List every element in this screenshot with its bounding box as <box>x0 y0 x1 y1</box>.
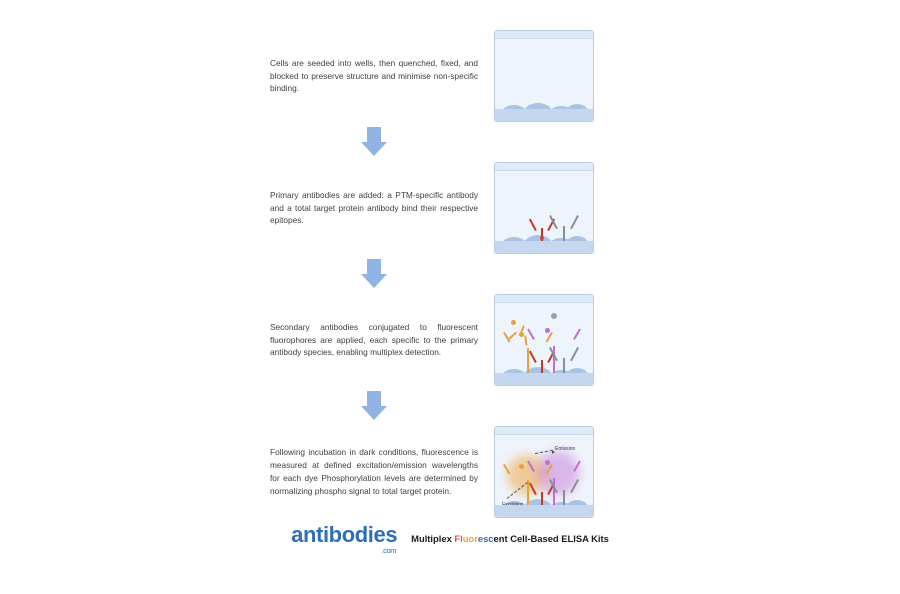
fluorophore-orange <box>511 320 516 325</box>
well-rim <box>495 295 593 303</box>
arrow-row-2 <box>270 254 630 294</box>
workflow-steps <box>270 30 630 518</box>
tagline-l: l <box>460 533 463 544</box>
brand-logo-suffix: .com <box>381 545 397 555</box>
well-plate-2 <box>494 162 594 254</box>
primary-antibody-total <box>557 212 571 242</box>
step-2-illustration <box>488 162 600 254</box>
tagline-t: t <box>504 533 508 544</box>
arrow-shaft <box>367 127 381 143</box>
ptm-epitope-marker <box>540 236 544 240</box>
antibody-arm <box>529 219 537 231</box>
step-3-description: Secondary antibodies conjugated to fluorescent fluorophores are applied, each specific to the primary antibody species, enabling multiplex detection. <box>270 321 478 358</box>
antibody-stem <box>563 490 565 506</box>
arrow-row-3 <box>270 386 630 426</box>
antibody-arm <box>573 328 581 339</box>
step-4-description: Following incubation in dark conditions, fluorescence is measured at defined excitation/emission wavelengths for each dye Phosphorylation levels are determined by normalizing phospho signal to total target protein. <box>270 447 478 496</box>
arrow-holder <box>270 127 488 157</box>
arrow-head <box>361 274 387 288</box>
well-rim <box>495 31 593 39</box>
primary-antibody-total <box>557 476 571 506</box>
arrow-row-1 <box>270 122 630 162</box>
tagline-suffix: Cell-Based ELISA Kits <box>507 533 609 544</box>
workflow-step-4 <box>270 426 630 518</box>
antibody-arm <box>524 335 527 345</box>
tagline-f: F <box>454 533 461 544</box>
down-arrow-icon <box>361 259 387 289</box>
arrow-head <box>361 406 387 420</box>
antibody-arm <box>527 328 535 339</box>
footer-brand <box>0 522 900 555</box>
well-base <box>495 505 593 517</box>
emission-label: Emission <box>555 446 576 452</box>
antibody-arm <box>546 332 553 343</box>
tagline-c: c <box>488 533 494 544</box>
tagline-o: o <box>468 533 475 544</box>
tagline-prefix: Multiplex <box>411 533 455 544</box>
antibody-arm <box>570 347 579 361</box>
well-plate-1 <box>494 30 594 122</box>
arrow-shaft <box>367 391 381 407</box>
brand-logo-text: antibodies <box>291 522 398 547</box>
arrow-shaft <box>367 259 381 275</box>
antibody-stem <box>541 492 543 506</box>
primary-antibody-total <box>557 344 571 374</box>
antibody-arm <box>570 215 579 229</box>
workflow-step-2 <box>270 162 630 254</box>
well-base <box>495 109 593 121</box>
workflow-step-1 <box>270 30 630 122</box>
down-arrow-icon <box>361 391 387 421</box>
arrow-holder <box>270 391 488 421</box>
tagline-e: e <box>477 533 484 544</box>
step-1-illustration <box>488 30 600 122</box>
free-antibody-marker <box>551 313 557 319</box>
brand-logo <box>291 522 401 555</box>
step-1-description: Cells are seeded into wells, then quenched, fixed, and blocked to preserve structure and minimise non-specific binding. <box>270 57 478 94</box>
antibody-stem <box>563 358 565 374</box>
tagline-e2: e <box>493 533 499 544</box>
well-rim <box>495 427 593 435</box>
antibody-arm <box>508 332 517 340</box>
tagline-u: u <box>462 533 469 544</box>
step-3-illustration <box>488 294 600 386</box>
fluorophore-orange <box>519 332 524 337</box>
well-rim <box>495 163 593 171</box>
arrow-holder <box>270 259 488 289</box>
brand-tagline <box>411 533 609 544</box>
well-base <box>495 373 593 385</box>
fluorophore-orange <box>519 464 524 469</box>
antibody-stem <box>563 226 565 242</box>
tagline-n: n <box>498 533 505 544</box>
tagline-s: s <box>483 533 489 544</box>
down-arrow-icon <box>361 127 387 157</box>
arrow-head <box>361 142 387 156</box>
well-plate-3 <box>494 294 594 386</box>
step-2-description: Primary antibodies are added: a PTM-specific antibody and a total target protein antibody bind their respective epitopes. <box>270 189 478 226</box>
workflow-step-3 <box>270 294 630 386</box>
antibody-stem <box>541 360 543 374</box>
tagline-r: r <box>474 533 478 544</box>
well-plate-4 <box>494 426 594 518</box>
well-base <box>495 241 593 253</box>
fluorophore-magenta <box>545 460 550 465</box>
fluorophore-magenta <box>545 328 550 333</box>
step-4-illustration <box>488 426 600 518</box>
